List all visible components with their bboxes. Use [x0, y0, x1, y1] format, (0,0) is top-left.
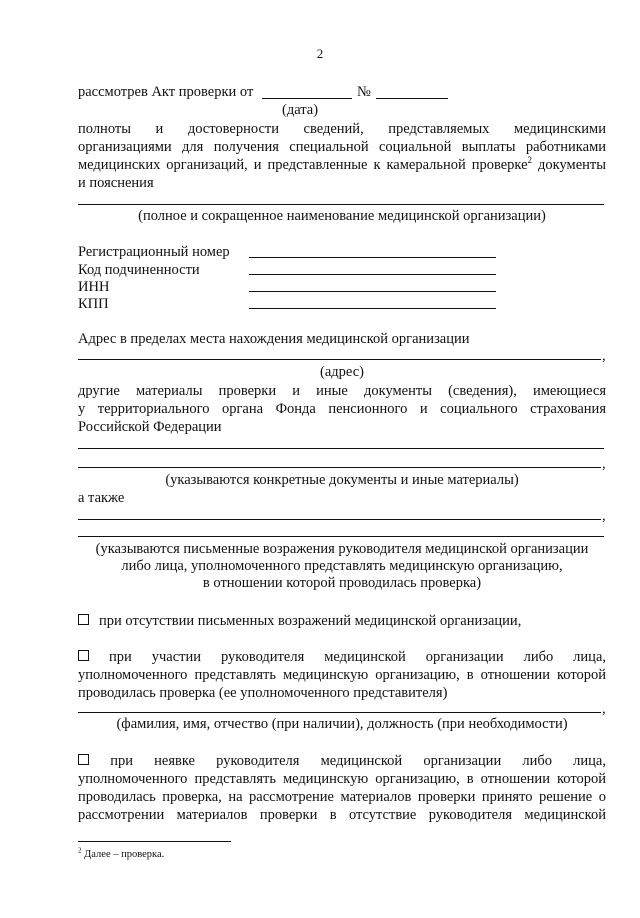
footnote-separator: [78, 841, 231, 842]
participation-text-1: при участии руководителя медицинской организации либо лица,: [108, 649, 607, 665]
representative-blank: [78, 712, 601, 713]
intro-line-5: и пояснения: [78, 175, 154, 191]
also-blank-2: [78, 536, 604, 537]
intro-word: медицинскими: [513, 121, 606, 137]
intro-line-1: [78, 83, 253, 101]
intro-line-4: [78, 156, 606, 174]
address-blank: [78, 359, 601, 360]
nonappearance-text-1: при неявке руководителя медицинской организации либо лица,: [110, 753, 606, 769]
representative-caption: (фамилия, имя, отчество (при наличии), должность (при необходимости): [116, 716, 568, 732]
sub-code-blank: [249, 274, 496, 275]
date-caption: (дата): [282, 102, 319, 118]
materials-comma: ,: [602, 456, 606, 472]
intro-line-4-text: медицинских организаций, и представленные к камеральной проверке: [78, 157, 528, 173]
kpp-label: КПП: [78, 296, 109, 312]
participation-line-2: уполномоченного представлять медицинскую организацию, в отношении которой: [78, 667, 606, 683]
materials-caption: (указываются конкретные документы и иные материалы): [165, 472, 519, 488]
footnote: [78, 848, 164, 862]
also-comma: ,: [602, 508, 606, 524]
intro-line-3: организациями для получения специальной социальной выплаты работниками: [78, 139, 606, 155]
org-name-caption: (полное и сокращенное наименование медицинской организации): [138, 208, 546, 224]
kpp-blank: [249, 308, 496, 309]
reg-number-blank: [249, 257, 496, 258]
act-number-blank: [376, 98, 448, 99]
sub-code-label: Код подчиненности: [78, 262, 200, 278]
footnote-text: Далее – проверка.: [81, 849, 165, 860]
intro-word: представляемых: [388, 121, 490, 137]
nonappearance-checkbox[interactable]: [78, 754, 89, 765]
act-date-blank: [262, 98, 352, 99]
also-label: а также: [78, 490, 125, 506]
participation-line-3: проводилась проверка (ее уполномоченного представителя): [78, 685, 448, 701]
objections-caption-2: либо лица, уполномоченного представлять медицинскую организацию,: [121, 558, 563, 574]
nonappearance-line-2: уполномоченного представлять медицинскую организацию, в отношении которой: [78, 771, 606, 787]
intro-word: достоверности: [187, 121, 279, 137]
address-label: Адрес в пределах места нахождения медицинской организации: [78, 331, 470, 347]
materials-line-1: другие материалы проверки и иные документы (сведения), имеющиеся: [78, 383, 606, 399]
representative-comma: ,: [602, 701, 606, 717]
reg-number-label: Регистрационный номер: [78, 244, 230, 260]
participation-checkbox[interactable]: [78, 650, 89, 661]
intro-word: полноты: [78, 121, 131, 137]
org-name-blank: [78, 204, 604, 205]
nonappearance-line-4: рассмотрении материалов проверки в отсутствие руководителя медицинской: [78, 807, 606, 823]
intro-line-2: [78, 120, 606, 138]
absence-text: при отсутствии письменных возражений медицинской организации,: [99, 613, 522, 629]
materials-blank-1: [78, 448, 604, 449]
footnote-mark: 2: [78, 846, 82, 855]
intro-word: сведений,: [303, 121, 364, 137]
address-caption: (адрес): [320, 364, 364, 380]
nonappearance-line-3: проводилась проверка, на рассмотрение материалов проверки принято решение о: [78, 789, 606, 805]
address-comma: ,: [602, 348, 606, 364]
materials-line-2: у территориального органа Фонда пенсионного и социального страхования: [78, 401, 606, 417]
also-blank-1: [78, 519, 601, 520]
nonappearance-line-1: [78, 752, 606, 770]
option-absence: [78, 612, 521, 630]
materials-blank-2: [78, 467, 601, 468]
footnote-ref: 2: [527, 155, 533, 166]
intro-line-4-suffix: документы: [532, 157, 606, 173]
inn-label: ИНН: [78, 279, 110, 295]
number-sign: №: [357, 84, 371, 100]
intro-word: и: [155, 121, 164, 137]
objections-caption-1: (указываются письменные возражения руководителя медицинской организации: [95, 541, 589, 557]
page-number: 2: [316, 46, 324, 61]
materials-line-3: Российской Федерации: [78, 419, 222, 435]
intro-act-label: рассмотрев Акт проверки от: [78, 84, 254, 100]
objections-caption-3: в отношении которой проводилась проверка): [202, 575, 482, 591]
participation-line-1: [78, 648, 606, 666]
absence-checkbox[interactable]: [78, 614, 89, 625]
inn-blank: [249, 291, 496, 292]
